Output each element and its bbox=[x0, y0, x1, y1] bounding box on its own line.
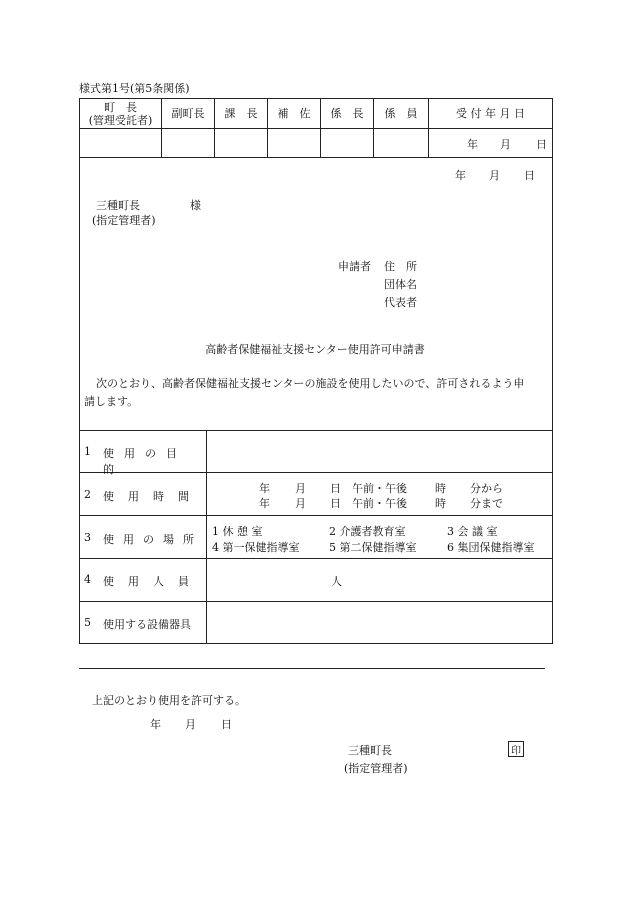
row1-number: 1 bbox=[84, 445, 91, 458]
mayor-cell bbox=[80, 99, 161, 128]
row2-number: 2 bbox=[84, 488, 91, 501]
seal-mark: 印 bbox=[508, 741, 524, 757]
permit-issuer-sub: (指定管理者) bbox=[344, 762, 408, 775]
from-minute: 分から bbox=[470, 482, 503, 495]
form-title: 高齢者保健福祉支援センター使用許可申請書 bbox=[205, 343, 425, 356]
unit-chief-label: 係 長 bbox=[330, 107, 364, 120]
row4-label: 使用人員 bbox=[103, 575, 203, 588]
permit-month: 月 bbox=[185, 718, 196, 731]
to-year: 年 bbox=[259, 497, 270, 510]
addressee-name: 三種町長 bbox=[96, 199, 140, 212]
from-month: 月 bbox=[295, 482, 306, 495]
received-date-label: 受 付 年 月 日 bbox=[456, 107, 525, 120]
row5-label: 使用する設備器具 bbox=[103, 618, 191, 631]
date-month: 月 bbox=[489, 169, 500, 182]
body-text-line2: 請します。 bbox=[84, 395, 139, 408]
row3-label: 使用の場所 bbox=[103, 533, 203, 546]
body-text-line1: 次のとおり、高齢者保健福祉支援センターの施設を使用したいので、許可されるよう申 bbox=[96, 377, 525, 390]
row3-number: 3 bbox=[84, 531, 91, 544]
to-ampm: 午前・午後 bbox=[352, 497, 407, 510]
row2-label: 使用時間 bbox=[103, 490, 203, 503]
place-option-2[interactable]: 2 介護者教育室 bbox=[329, 525, 406, 538]
mayor-sub-label: (管理受託者) bbox=[88, 113, 153, 127]
to-month: 月 bbox=[295, 497, 306, 510]
from-day: 日 bbox=[330, 482, 341, 495]
row5-number: 5 bbox=[84, 616, 91, 629]
from-ampm: 午前・午後 bbox=[352, 482, 407, 495]
permit-day: 日 bbox=[221, 718, 232, 731]
form-number: 様式第1号(第5条関係) bbox=[79, 82, 190, 95]
assistant-label: 補 佐 bbox=[277, 107, 311, 120]
staff-label: 係 員 bbox=[384, 107, 418, 120]
to-minute: 分まで bbox=[470, 497, 503, 510]
section-chief-label: 課 長 bbox=[224, 107, 258, 120]
place-option-3[interactable]: 3 会 議 室 bbox=[447, 525, 498, 538]
received-year: 年 bbox=[467, 138, 478, 151]
mayor-label: 町 長 bbox=[104, 100, 137, 114]
deputy-mayor-label: 副町長 bbox=[171, 107, 205, 120]
applicant-address-label: 住 所 bbox=[384, 260, 417, 273]
row4-number: 4 bbox=[84, 573, 91, 586]
addressee-sub: (指定管理者) bbox=[92, 214, 156, 227]
applicant-group-label: 団体名 bbox=[384, 278, 417, 291]
place-option-6[interactable]: 6 集団保健指導室 bbox=[447, 541, 535, 554]
applicant-label: 申請者 bbox=[338, 260, 371, 273]
place-option-1[interactable]: 1 休 憩 室 bbox=[212, 525, 263, 538]
headcount-field[interactable] bbox=[207, 559, 327, 601]
row1-label bbox=[103, 445, 200, 477]
to-hour: 時 bbox=[435, 497, 446, 510]
row1-label-text: 使用の目的 bbox=[103, 447, 187, 476]
divider-line bbox=[79, 668, 545, 669]
received-day: 日 bbox=[536, 138, 547, 151]
to-day: 日 bbox=[330, 497, 341, 510]
permit-issuer: 三種町長 bbox=[348, 744, 392, 757]
applicant-representative-label: 代表者 bbox=[384, 296, 417, 309]
addressee-honorific: 様 bbox=[190, 199, 201, 212]
equipment-field[interactable] bbox=[207, 602, 552, 643]
purpose-field[interactable] bbox=[207, 431, 552, 472]
headcount-unit: 人 bbox=[331, 575, 342, 588]
received-month: 月 bbox=[500, 138, 511, 151]
date-day: 日 bbox=[524, 169, 535, 182]
permit-statement: 上記のとおり使用を許可する。 bbox=[92, 694, 246, 707]
from-year: 年 bbox=[259, 482, 270, 495]
place-option-5[interactable]: 5 第二保健指導室 bbox=[329, 541, 417, 554]
date-year: 年 bbox=[455, 169, 466, 182]
permit-year: 年 bbox=[150, 718, 161, 731]
place-option-4[interactable]: 4 第一保健指導室 bbox=[212, 541, 300, 554]
from-hour: 時 bbox=[435, 482, 446, 495]
